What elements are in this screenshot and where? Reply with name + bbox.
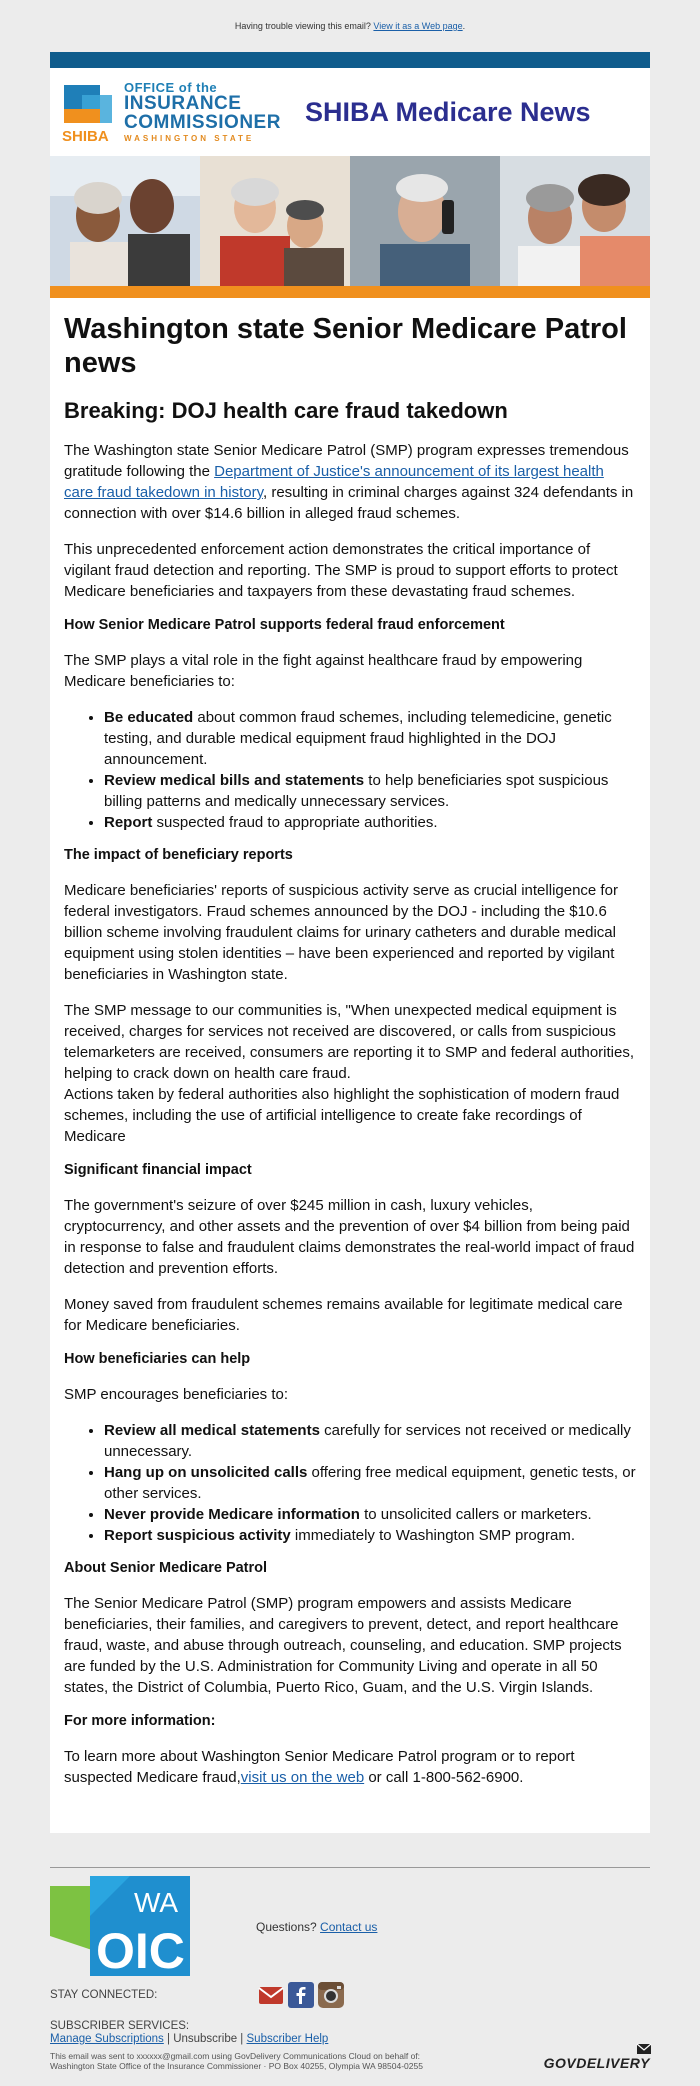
section-3-paragraph-1: The government's seizure of over $245 million in cash, luxury vehicles, cryptocurrency, and other assets and the prevention of over $4 billion from being paid in response to false and fraudulent claims demonstrates the real-world impact of fraud detection and prevention efforts. (64, 1197, 635, 1277)
envelope-icon (636, 2043, 652, 2055)
separator: | (237, 2033, 247, 2045)
shiba-badge-text: SHIBA (62, 128, 109, 145)
section-3-paragraph-2: Money saved from fraudulent schemes remains available for legitimate medical care for Medicare beneficiaries. (64, 1296, 623, 1334)
oic-shiba-logo (60, 79, 281, 145)
instagram-icon[interactable] (318, 1982, 344, 2008)
preheader: Having trouble viewing this email? View it as a Web page. (234, 21, 466, 31)
subscriber-services-label: SUBSCRIBER SERVICES: (50, 2020, 190, 2032)
shiba-logo-mark-icon (60, 79, 116, 145)
logo-line-4: WASHINGTON STATE (124, 134, 255, 143)
header-photo-strip (50, 156, 650, 286)
header-brand-row (50, 68, 650, 156)
fine-print (50, 2051, 510, 2071)
subscriber-links (50, 2033, 650, 2045)
section-4-intro: SMP encourages beneficiaries to: (64, 1386, 289, 1403)
footer-top-row (50, 1868, 650, 1976)
email-icon[interactable] (258, 1982, 284, 2008)
more-info-text-after: or call 1-800-562-6900. (364, 1769, 524, 1786)
list-item: • Review medical bills and statements to help beneficiaries spot suspicious billing patterns and medically unnecessary services. (104, 770, 636, 812)
facebook-icon[interactable] (288, 1982, 314, 2008)
photo-senior-man-phone (350, 156, 500, 286)
email-card (50, 52, 650, 1833)
stay-connected-row (50, 1976, 650, 2014)
oic-wordmark (124, 81, 281, 143)
unsubscribe-link[interactable]: Unsubscribe (173, 2033, 238, 2045)
separator: | (163, 2033, 174, 2045)
wa-oic-logo (50, 1876, 190, 1976)
section-4-heading: How beneficiaries can help (64, 1351, 251, 1367)
section-1-intro: The SMP plays a vital role in the fight against healthcare fraud by empowering Medicare beneficiaries to: (64, 652, 583, 690)
list-item: • Hang up on unsolicited calls offering free medical equipment, genetic tests, or other services. (104, 1462, 636, 1504)
section-1-list (64, 707, 636, 833)
intro-text-after: , resulting in criminal charges against 324 defendants in connection with over $14.6 billion in alleged fraud schemes. (64, 484, 634, 522)
photo-senior-couple-1 (50, 156, 200, 286)
fine-print-line-1: This email was sent to xxxxxx@gmail.com using GovDelivery Communications Cloud on behalf of: (50, 2051, 421, 2061)
contact-us-link[interactable]: Contact us (320, 1920, 378, 1934)
footer-bottom-row (50, 2047, 650, 2075)
section-6-paragraph (64, 1746, 636, 1788)
section-1-heading: How Senior Medicare Patrol supports federal fraud enforcement (64, 617, 505, 633)
manage-subscriptions-link[interactable]: Manage Subscriptions (50, 2033, 164, 2045)
header-top-bar (50, 52, 650, 68)
list-item: • Report suspicious activity immediately to Washington SMP program. (104, 1525, 636, 1546)
wa-logo-bottom-text: OIC (96, 1923, 185, 1976)
list-item: • Review all medical statements carefully for services not received or medically unnecessary. (104, 1420, 636, 1462)
photo-senior-couple-3 (500, 156, 650, 286)
section-3-heading: Significant financial impact (64, 1162, 252, 1178)
article-subtitle: Breaking: DOJ health care fraud takedown (64, 398, 508, 423)
photo-senior-couple-2 (200, 156, 350, 286)
section-2-paragraph-2: The SMP message to our communities is, "When unexpected medical equipment is received, charges for services not received are discovered, or calls from suspicious telemarketers are received, consumers are reporting it to SMP and federal authorities, helping to crack down on health care fraud. (64, 1002, 634, 1082)
intro-paragraph (64, 440, 636, 524)
questions-label: Questions? (256, 1920, 317, 1934)
govdelivery-logo (544, 2047, 650, 2071)
paragraph-2: This unprecedented enforcement action demonstrates the critical importance of vigilant fraud detection and reporting. The SMP is proud to support efforts to protect Medicare beneficiaries and taxpayers from these devastating fraud schemes. (64, 541, 618, 600)
more-info-text-before: To learn more about Washington Senior Medicare Patrol program or to report suspected Medicare fraud, (64, 1748, 575, 1786)
email-footer (50, 1833, 650, 2075)
logo-line-3: COMMISSIONER (124, 112, 281, 133)
wa-logo-top-text: WA (134, 1887, 179, 1918)
subscriber-help-link[interactable]: Subscriber Help (246, 2033, 329, 2045)
view-as-webpage-link[interactable]: View it as a Web page (373, 21, 463, 31)
section-2-heading: The impact of beneficiary reports (64, 847, 293, 863)
fine-print-line-2: Washington State Office of the Insurance Commissioner · PO Box 40255, Olympia WA 98504-0255 (50, 2061, 423, 2071)
section-2-paragraph-1: Medicare beneficiaries' reports of suspicious activity serve as crucial intelligence for federal investigators. Fraud schemes announced by the DOJ - including the $10.6 billion scheme involving fraudulent claims for urinary catheters and durable medical equipment using stolen identities – have been experienced and reported by vigilant beneficiaries in Washington state. (64, 882, 618, 983)
preheader-text: Having trouble viewing this email? (234, 21, 371, 31)
stay-connected-label: STAY CONNECTED: (50, 1989, 158, 2001)
logo-line-2: INSURANCE (124, 93, 242, 114)
questions-block (256, 1920, 377, 1934)
doj-announcement-link[interactable]: Department of Justice's announcement of its largest health care fraud takedown in history (64, 463, 604, 501)
list-item: • Never provide Medicare information to unsolicited callers or marketers. (104, 1504, 636, 1525)
newsletter-title: SHIBA Medicare News (304, 96, 591, 127)
list-item: • Be educated about common fraud schemes, including telemedicine, genetic testing, and durable medical equipment fraud highlighted in the DOJ announcement. (104, 707, 636, 770)
header-orange-bar (50, 286, 650, 298)
section-4-list (64, 1420, 636, 1546)
govdelivery-text: GOVDELIVERY (543, 2055, 650, 2071)
visit-web-link[interactable]: visit us on the web (240, 1769, 365, 1786)
list-item: • Report suspected fraud to appropriate authorities. (104, 812, 636, 833)
logo-line-1: OFFICE of the (124, 80, 218, 95)
section-5-heading: About Senior Medicare Patrol (64, 1560, 268, 1576)
article-content (50, 298, 650, 1833)
article-title: Washington state Senior Medicare Patrol news (64, 313, 627, 379)
social-icons (258, 1982, 344, 2008)
section-6-heading: For more information: (64, 1713, 216, 1729)
section-5-paragraph: The Senior Medicare Patrol (SMP) program empowers and assists Medicare beneficiaries, their families, and caregivers to prevent, detect, and report healthcare fraud, waste, and abuse through outreach, counseling, and education. SMP projects are funded by the U.S. Administration for Community Living and operate in all 50 states, the District of Columbia, Puerto Rico, Guam, and the U.S. Virgin Islands. (64, 1595, 622, 1696)
section-2-paragraph-3: Actions taken by federal authorities also highlight the sophistication of modern fraud schemes, including the use of artificial intelligence to create fake recordings of Medicare (64, 1086, 620, 1145)
intro-text-before: The Washington state Senior Medicare Patrol (SMP) program expresses tremendous gratitude following the (64, 442, 629, 480)
